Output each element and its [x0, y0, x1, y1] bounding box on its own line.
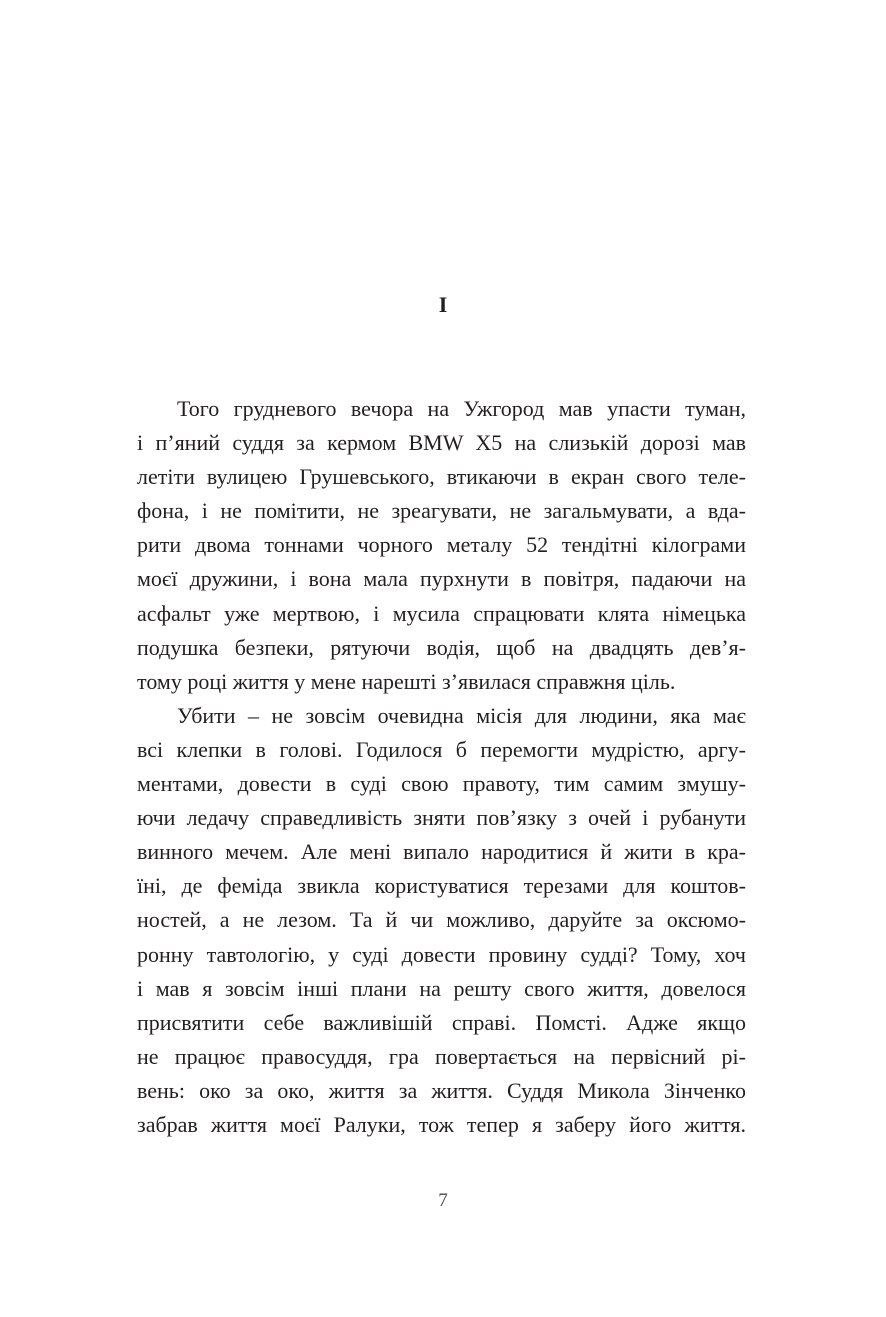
text-line: ментами, довести в суді свою правоту, тим самим змушу- — [137, 771, 746, 797]
text-line: і п’яний суддя за кермом BMW X5 на слизькій дорозі мав — [137, 430, 746, 456]
page-number: 7 — [438, 1190, 448, 1211]
text-line: ностей, а не лезом. Та й чи можливо, даруйте за оксюмо- — [137, 907, 746, 933]
text-line: винного мечем. Але мені випало народитися й жити в кра- — [137, 839, 746, 865]
text-line: летіти вулицею Грушевського, втикаючи в екран свого теле- — [137, 464, 746, 490]
text-line: не працює правосуддя, гра повертається на первісний рі- — [137, 1043, 746, 1069]
text-line: асфальт уже мертвою, і мусила спрацювати клята німецька — [137, 600, 746, 626]
text-line: Того грудневого вечора на Ужгород мав упасти туман, — [177, 396, 746, 421]
text-line: вень: око за око, життя за життя. Суддя Микола Зінченко — [137, 1077, 746, 1103]
chapter-heading: I — [438, 292, 448, 317]
text-line: фона, і не помітити, не зреагувати, не загальмувати, а вда- — [137, 498, 746, 524]
text-line: моєї дружини, і вона мала пурхнути в повітря, падаючи на — [137, 566, 746, 592]
text-line: ронну тавтологію, у суді довести провину судді? Тому, хоч — [137, 941, 746, 967]
paragraph-1 — [137, 392, 746, 699]
body-text — [137, 392, 746, 1142]
text-line: рити двома тоннами чорного металу 52 тендітні кілограми — [137, 532, 746, 558]
text-line: забрав життя моєї Ралуки, тож тепер я заберу його життя. — [137, 1111, 746, 1137]
text-line: тому році життя у мене нарешті з’явилася справжня ціль. — [137, 668, 676, 694]
text-line: подушка безпеки, рятуючи водія, щоб на двадцять дев’я- — [137, 634, 746, 660]
text-line: їні, де феміда звикла користуватися терезами для коштов- — [137, 873, 746, 899]
text-line: ючи ледачу справедливість зняти пов’язку з очей і рубанути — [137, 805, 746, 831]
text-line: всі клепки в голові. Годилося б перемогти мудрістю, аргу- — [137, 736, 746, 762]
text-line: присвятити себе важливішій справі. Помсті. Адже якщо — [137, 1009, 746, 1035]
paragraph-2 — [137, 699, 746, 1142]
text-line: Убити – не зовсім очевидна місія для людини, яка має — [177, 702, 746, 728]
text-line: і мав я зовсім інші плани на решту свого життя, довелося — [137, 975, 746, 1001]
